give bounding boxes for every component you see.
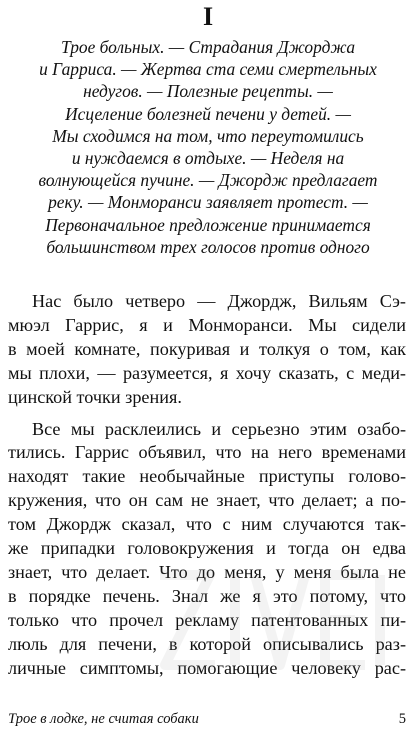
summary-line: Первоначальное предложение принимается <box>45 214 371 235</box>
text-line: мюэл Гаррис, я и Монморанси. Мы сидели <box>8 314 406 335</box>
summary-line: и нуждаемся в отдыхе. — Неделя на <box>71 148 345 169</box>
summary-line: Трое больных. — Страдания Джорджа <box>60 37 356 57</box>
summary-line: и Гарриса. — Жертва ста семи смертельных <box>39 59 377 80</box>
text-line: том Джордж сказал, что с ним случаются так- <box>8 514 406 535</box>
chapter-summary <box>22 36 394 258</box>
paragraph-1 <box>8 290 406 410</box>
summary-line: волнующейся пучине. — Джордж предлагает <box>38 170 378 191</box>
text-line: знает, что делает. Что до меня, у меня была не <box>8 561 406 582</box>
text-line: находят такие необычайные приступы голово- <box>8 466 406 487</box>
text-line: Нас было четверо — Джордж, Вильям Сэ- <box>32 291 406 311</box>
text-line: кружения, что он сам не знает, что делает; а по- <box>8 490 406 511</box>
text-line: в моей комнате, покуривая и толкуя о том, как <box>8 338 406 359</box>
text-line: только что прочел рекламу патентованных пи- <box>8 609 406 630</box>
summary-line: Исцеление болезней печени у детей. — <box>65 103 351 124</box>
text-line: цинской точки зрения. <box>8 386 182 407</box>
text-line: мы плохи, — разумеется, я хочу сказать, с меди- <box>8 362 406 383</box>
text-line: Все мы расклеились и серьезно этим озабо- <box>32 418 406 439</box>
page-number: 5 <box>398 711 406 727</box>
summary-line: реку. — Монморанси заявляет протест. — <box>48 192 368 213</box>
chapter-number: I <box>202 2 214 31</box>
text-line: в порядке печень. Знал же я это потому, что <box>8 585 406 606</box>
text-line: личные симптомы, помогающие человеку рас- <box>8 657 406 678</box>
text-line: же припадки головокружения и тогда он едва <box>8 538 406 559</box>
body-text <box>8 290 406 689</box>
paragraph-2 <box>8 418 406 681</box>
running-title: Трое в лодке, не считая собаки <box>8 711 199 727</box>
summary-line: Мы сходимся на том, что переутомились <box>52 125 364 146</box>
text-line: люль для печени, в которой описывались раз- <box>8 633 406 654</box>
text-line: тились. Гаррис объявил, что на него временами <box>8 442 406 463</box>
summary-line: большинством трех голосов против одного <box>46 236 370 257</box>
summary-line: недугов. — Полезные рецепты. — <box>83 81 333 102</box>
